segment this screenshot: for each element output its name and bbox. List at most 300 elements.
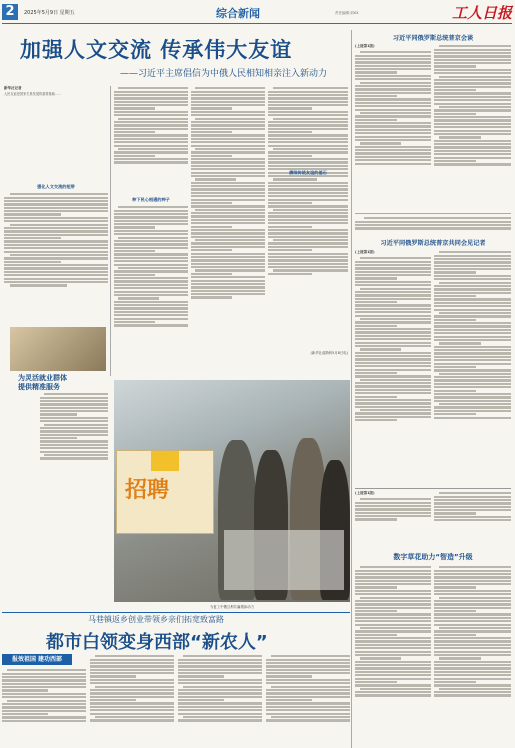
text-line — [191, 158, 265, 160]
newspaper-logo: 工人日报 — [452, 4, 513, 22]
text-line — [95, 655, 174, 657]
text-line — [355, 576, 431, 578]
text-line — [434, 634, 476, 636]
text-line — [355, 227, 511, 229]
lead-column-3 — [191, 86, 265, 376]
text-line — [114, 264, 188, 266]
text-line — [434, 261, 511, 263]
text-line — [191, 107, 232, 109]
text-line — [434, 691, 511, 693]
text-line — [434, 275, 511, 277]
text-line — [434, 651, 511, 653]
text-line — [268, 145, 348, 147]
text-line — [268, 202, 312, 204]
text-line — [114, 111, 188, 113]
text-line — [355, 382, 431, 384]
text-line — [2, 673, 86, 675]
continuation-box — [355, 488, 511, 533]
text-line — [191, 182, 265, 184]
text-line — [273, 148, 348, 150]
text-line — [178, 702, 262, 704]
text-line — [178, 659, 262, 661]
text-line — [355, 505, 431, 507]
text-line — [439, 251, 511, 253]
text-line — [434, 339, 511, 341]
text-line — [360, 51, 431, 53]
text-line — [434, 390, 476, 392]
text-line — [434, 265, 511, 267]
text-line — [191, 256, 265, 258]
text-line — [434, 363, 511, 365]
text-line — [195, 87, 265, 89]
text-line — [434, 413, 476, 415]
text-line — [4, 264, 108, 266]
text-line — [40, 430, 108, 432]
text-line — [191, 165, 265, 167]
right-top-headline: 习近平同俄罗斯总统普京会谈 — [392, 35, 474, 42]
text-line — [434, 349, 511, 351]
text-line — [114, 318, 188, 320]
text-line — [114, 128, 188, 130]
text-line — [268, 205, 348, 207]
text-line — [434, 258, 511, 260]
text-line — [114, 220, 188, 222]
text-line — [195, 178, 236, 180]
text-line — [268, 259, 348, 261]
text-line — [2, 696, 86, 698]
text-line — [434, 681, 476, 683]
text-line — [355, 301, 397, 303]
text-line — [355, 152, 431, 154]
lead-subhead-3: 种下民心相通的种子 — [132, 197, 170, 202]
text-line — [434, 59, 511, 61]
text-line — [439, 597, 511, 599]
text-line — [434, 133, 511, 135]
right-top-col-1 — [355, 50, 431, 210]
text-line — [178, 699, 224, 701]
text-line — [114, 158, 188, 160]
bottom-col-1 — [2, 668, 86, 746]
text-line — [40, 417, 108, 419]
text-line — [268, 101, 348, 103]
bottom-col-3 — [178, 654, 262, 746]
text-line — [355, 385, 431, 387]
text-line — [7, 700, 86, 702]
text-line — [114, 274, 155, 276]
text-line — [118, 118, 188, 120]
text-line — [191, 293, 265, 295]
text-line — [178, 696, 262, 698]
text-line — [183, 686, 262, 688]
text-line — [434, 103, 511, 105]
text-line — [266, 669, 350, 671]
column-text: 人民友谊是国家关系发展的重要基础…… — [4, 92, 62, 96]
text-line — [434, 143, 511, 145]
text-line — [355, 570, 431, 572]
text-line — [114, 247, 188, 249]
text-line — [268, 215, 348, 217]
text-line — [434, 509, 511, 511]
text-line — [266, 692, 350, 694]
text-line — [434, 502, 511, 504]
text-line — [355, 362, 431, 364]
text-line — [191, 259, 265, 261]
text-line — [434, 607, 511, 609]
text-line — [355, 61, 431, 63]
text-line — [178, 662, 262, 664]
text-line — [355, 308, 431, 310]
lead-subheadline: ——习近平主席倡信为中俄人民相知相亲注入新动力 — [120, 69, 328, 79]
text-line — [268, 141, 348, 143]
text-line — [355, 291, 431, 293]
text-line — [95, 686, 174, 688]
text-line — [191, 202, 232, 204]
text-line — [114, 226, 155, 228]
text-line — [191, 97, 265, 99]
text-line — [4, 220, 108, 222]
text-line — [268, 165, 348, 167]
text-line — [355, 311, 431, 313]
text-line — [355, 115, 431, 117]
text-line — [268, 131, 312, 133]
text-line — [355, 593, 431, 595]
text-line — [268, 242, 348, 244]
text-line — [434, 671, 511, 673]
text-line — [191, 249, 232, 251]
text-line — [4, 244, 108, 246]
text-line — [90, 662, 174, 664]
text-line — [355, 402, 431, 404]
text-line — [44, 393, 108, 395]
text-line — [434, 86, 511, 88]
text-line — [191, 91, 265, 93]
text-line — [434, 516, 511, 518]
text-line — [434, 109, 511, 111]
text-line — [178, 679, 262, 681]
text-line — [434, 62, 511, 64]
text-line — [439, 657, 481, 659]
text-line — [268, 188, 348, 190]
text-line — [355, 678, 431, 680]
text-line — [268, 91, 348, 93]
bottom-kicker: 马巷镇返乡创业带领乡亲们拓宽致富路 — [88, 615, 224, 624]
text-line — [118, 297, 159, 299]
text-line — [2, 679, 86, 681]
text-line — [434, 146, 511, 148]
text-line — [191, 114, 265, 116]
text-line — [4, 227, 108, 229]
text-line — [191, 121, 265, 123]
text-line — [434, 590, 511, 592]
right-box-col-2 — [434, 491, 511, 533]
text-line — [114, 314, 188, 316]
text-line — [268, 94, 348, 96]
text-line — [364, 217, 511, 219]
text-line — [355, 406, 431, 408]
right-mid-col-1 — [355, 256, 431, 484]
text-line — [434, 613, 511, 615]
text-line — [191, 104, 265, 106]
text-line — [434, 383, 511, 385]
text-line — [355, 399, 431, 401]
text-line — [434, 661, 511, 663]
text-line — [114, 253, 188, 255]
text-line — [10, 193, 108, 195]
text-line — [191, 168, 265, 170]
main-photo — [114, 380, 350, 602]
text-line — [268, 134, 348, 136]
text-line — [434, 356, 511, 358]
text-line — [191, 111, 265, 113]
text-line — [355, 640, 431, 642]
text-line — [178, 713, 262, 715]
text-line — [434, 130, 511, 132]
text-line — [114, 107, 155, 109]
text-line — [191, 280, 265, 282]
text-line — [360, 142, 402, 144]
text-line — [355, 630, 431, 632]
lead-column-2b — [114, 205, 188, 375]
text-line — [268, 222, 348, 224]
text-line — [114, 280, 188, 282]
text-line — [114, 250, 155, 252]
text-line — [434, 346, 511, 348]
text-line — [355, 392, 431, 394]
text-line — [191, 229, 265, 231]
text-line — [273, 209, 348, 211]
text-line — [434, 116, 511, 118]
text-line — [40, 457, 108, 459]
text-line — [114, 277, 188, 279]
text-line — [355, 502, 431, 504]
text-line — [360, 82, 431, 84]
text-line — [439, 688, 511, 690]
text-line — [191, 212, 265, 214]
lead-headline: 加强人文交流 传承伟大友谊 — [20, 38, 293, 62]
text-line — [355, 85, 431, 87]
text-line — [114, 307, 188, 309]
text-line — [2, 676, 86, 678]
text-line — [268, 249, 312, 251]
text-line — [360, 379, 431, 381]
text-line — [114, 294, 188, 296]
text-line — [360, 409, 431, 411]
text-line — [268, 114, 348, 116]
text-line — [434, 163, 511, 165]
text-line — [178, 672, 262, 674]
text-line — [434, 576, 511, 578]
text-line — [40, 434, 108, 436]
text-line — [191, 161, 265, 163]
text-line — [40, 403, 108, 405]
text-line — [434, 65, 476, 67]
text-line — [434, 667, 511, 669]
text-line — [434, 600, 511, 602]
text-line — [10, 284, 67, 286]
text-line — [355, 580, 431, 582]
text-line — [114, 101, 188, 103]
text-line — [360, 688, 431, 690]
text-line — [434, 278, 511, 280]
text-line — [40, 397, 108, 399]
text-line — [434, 69, 511, 71]
text-line — [434, 123, 511, 125]
text-line — [355, 681, 397, 683]
text-line — [40, 407, 108, 409]
text-line — [273, 239, 348, 241]
text-line — [266, 719, 350, 721]
text-line — [355, 328, 431, 330]
text-line — [44, 424, 108, 426]
text-line — [4, 240, 108, 242]
text-line — [355, 122, 431, 124]
text-line — [114, 240, 188, 242]
text-line — [355, 600, 431, 602]
text-line — [355, 637, 431, 639]
text-line — [355, 331, 431, 333]
text-line — [191, 192, 265, 194]
text-line — [360, 627, 431, 629]
text-line — [434, 499, 511, 501]
text-line — [434, 150, 511, 152]
text-line — [434, 336, 511, 338]
text-line — [4, 261, 61, 263]
text-line — [439, 312, 511, 314]
text-line — [4, 207, 108, 209]
text-line — [434, 506, 511, 508]
text-line — [355, 412, 431, 414]
text-line — [434, 319, 476, 321]
text-line — [4, 281, 108, 283]
text-line — [178, 689, 262, 691]
text-line — [191, 232, 265, 234]
text-line — [360, 657, 402, 659]
text-line — [355, 674, 431, 676]
text-line — [191, 134, 265, 136]
text-line — [191, 128, 265, 130]
text-line — [191, 185, 265, 187]
text-line — [40, 451, 108, 453]
text-line — [434, 55, 511, 57]
page-number: 2 — [2, 4, 18, 20]
text-line — [90, 709, 174, 711]
header-rule — [2, 23, 512, 24]
lead-column-1a — [4, 92, 108, 182]
text-line — [355, 603, 431, 605]
text-line — [266, 696, 350, 698]
text-line — [191, 215, 265, 217]
text-line — [434, 644, 511, 646]
text-line — [4, 210, 108, 212]
text-line — [183, 655, 262, 657]
text-line — [40, 437, 77, 439]
text-line — [439, 342, 481, 344]
text-line — [355, 396, 397, 398]
text-line — [195, 118, 265, 120]
text-line — [191, 290, 265, 292]
text-line — [114, 284, 188, 286]
text-line — [355, 146, 431, 148]
text-line — [434, 583, 511, 585]
text-line — [195, 209, 265, 211]
text-line — [178, 719, 262, 721]
text-line — [2, 706, 86, 708]
digital-col-1 — [355, 565, 431, 745]
masthead — [0, 0, 515, 24]
text-line — [191, 94, 265, 96]
text-line — [4, 197, 108, 199]
text-line — [118, 267, 188, 269]
text-line — [191, 138, 265, 140]
volunteer-headline-line1: 为灵活就业群体 — [18, 374, 67, 382]
text-line — [355, 518, 397, 520]
text-line — [40, 447, 108, 449]
text-line — [191, 175, 265, 177]
text-line — [268, 151, 348, 153]
text-line — [114, 270, 188, 272]
text-line — [114, 324, 188, 326]
text-line — [266, 665, 350, 667]
text-line — [360, 288, 431, 290]
text-line — [266, 659, 350, 661]
text-line — [114, 304, 188, 306]
text-line — [268, 246, 348, 248]
text-line — [434, 417, 511, 419]
text-line — [191, 124, 265, 126]
text-line — [355, 71, 397, 73]
lead-footer: (新华社莫斯科5月8日电) — [310, 351, 348, 355]
text-line — [268, 256, 348, 258]
text-line — [268, 232, 348, 234]
text-line — [114, 223, 188, 225]
text-line — [268, 182, 348, 184]
text-line — [355, 338, 431, 340]
text-line — [355, 358, 431, 360]
text-line — [355, 694, 431, 696]
text-line — [114, 155, 155, 157]
text-line — [271, 716, 350, 718]
text-line — [268, 138, 348, 140]
text-line — [90, 679, 174, 681]
text-line — [434, 126, 511, 128]
text-line — [178, 669, 262, 671]
text-line — [355, 119, 397, 121]
text-line — [114, 138, 188, 140]
text-line — [434, 410, 511, 412]
text-line — [191, 236, 265, 238]
right-mid-col-2 — [434, 250, 511, 484]
text-line — [434, 99, 511, 101]
text-line — [355, 369, 431, 371]
text-line — [268, 199, 348, 201]
text-line — [439, 45, 511, 47]
text-line — [355, 58, 431, 60]
text-line — [355, 78, 431, 80]
text-line — [114, 145, 188, 147]
text-line — [114, 210, 188, 212]
text-line — [434, 292, 511, 294]
text-line — [4, 234, 108, 236]
text-line — [191, 155, 232, 157]
text-line — [434, 379, 511, 381]
text-line — [439, 282, 511, 284]
editor-credit: 责任编辑:刘XX — [335, 11, 359, 15]
text-line — [355, 515, 431, 517]
text-line — [40, 410, 108, 412]
text-line — [191, 188, 265, 190]
text-line — [266, 682, 350, 684]
text-line — [434, 610, 476, 612]
